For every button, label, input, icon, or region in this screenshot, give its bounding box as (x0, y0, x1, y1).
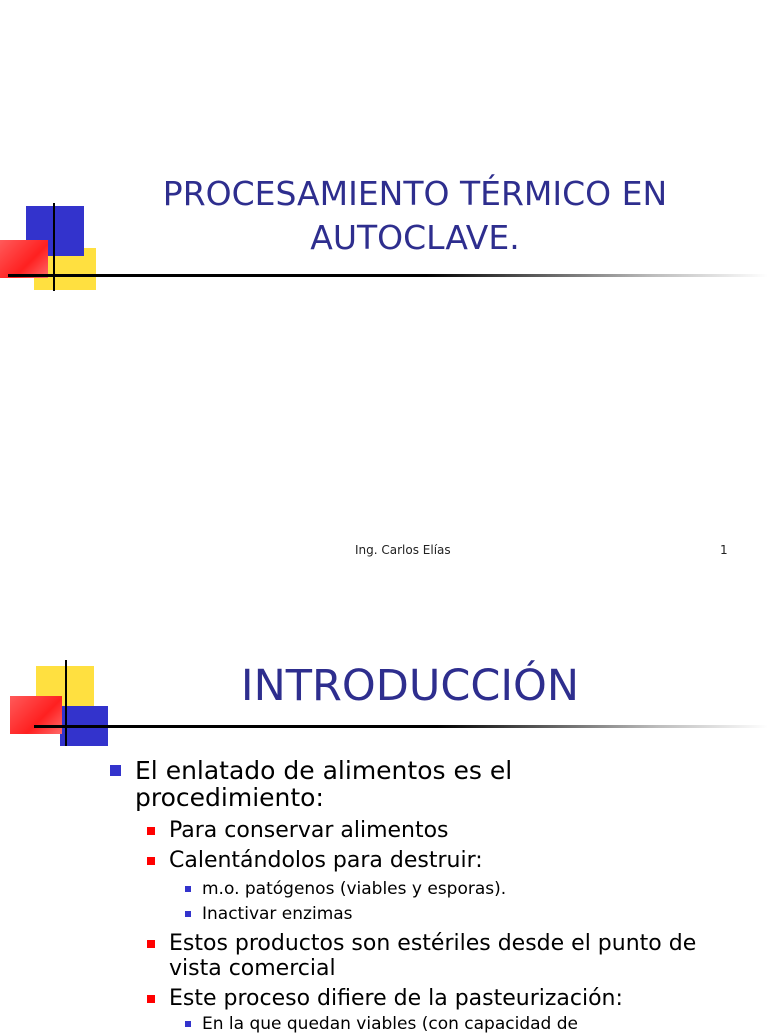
bullet-item-l3: Inactivar enzimas (202, 904, 722, 924)
bullet-item-l2: Para conservar alimentos (169, 818, 729, 843)
footer-author: Ing. Carlos Elías (355, 543, 451, 557)
bullet-item-l2: Este proceso difiere de la pasteurización: (169, 986, 729, 1011)
square-bullet-icon (147, 995, 155, 1003)
square-bullet-icon (147, 857, 155, 865)
title-underline (8, 274, 768, 277)
title-line-2: AUTOCLAVE. (310, 218, 520, 257)
title-underline (34, 725, 768, 728)
bullet-item-l2: Estos productos son estériles desde el punto de vista comercial (169, 931, 729, 981)
page-number: 1 (720, 543, 728, 557)
square-bullet-icon (110, 765, 121, 776)
square-bullet-icon (185, 911, 191, 917)
slide-1-title (100, 172, 730, 260)
bullet-item-l3: En la que quedan viables (con capacidad de (202, 1014, 722, 1034)
title-line-1: PROCESAMIENTO TÉRMICO EN (162, 174, 668, 213)
square-bullet-icon (185, 1021, 191, 1027)
square-bullet-icon (185, 886, 191, 892)
slide-2-title: INTRODUCCIÓN (240, 661, 580, 711)
bullet-item-l2: Calentándolos para destruir: (169, 848, 729, 873)
square-bullet-icon (147, 827, 155, 835)
square-bullet-icon (147, 940, 155, 948)
bullet-item-l3: m.o. patógenos (viables y esporas). (202, 879, 722, 899)
bullet-item-l1: El enlatado de alimentos es el procedimiento: (135, 757, 695, 811)
